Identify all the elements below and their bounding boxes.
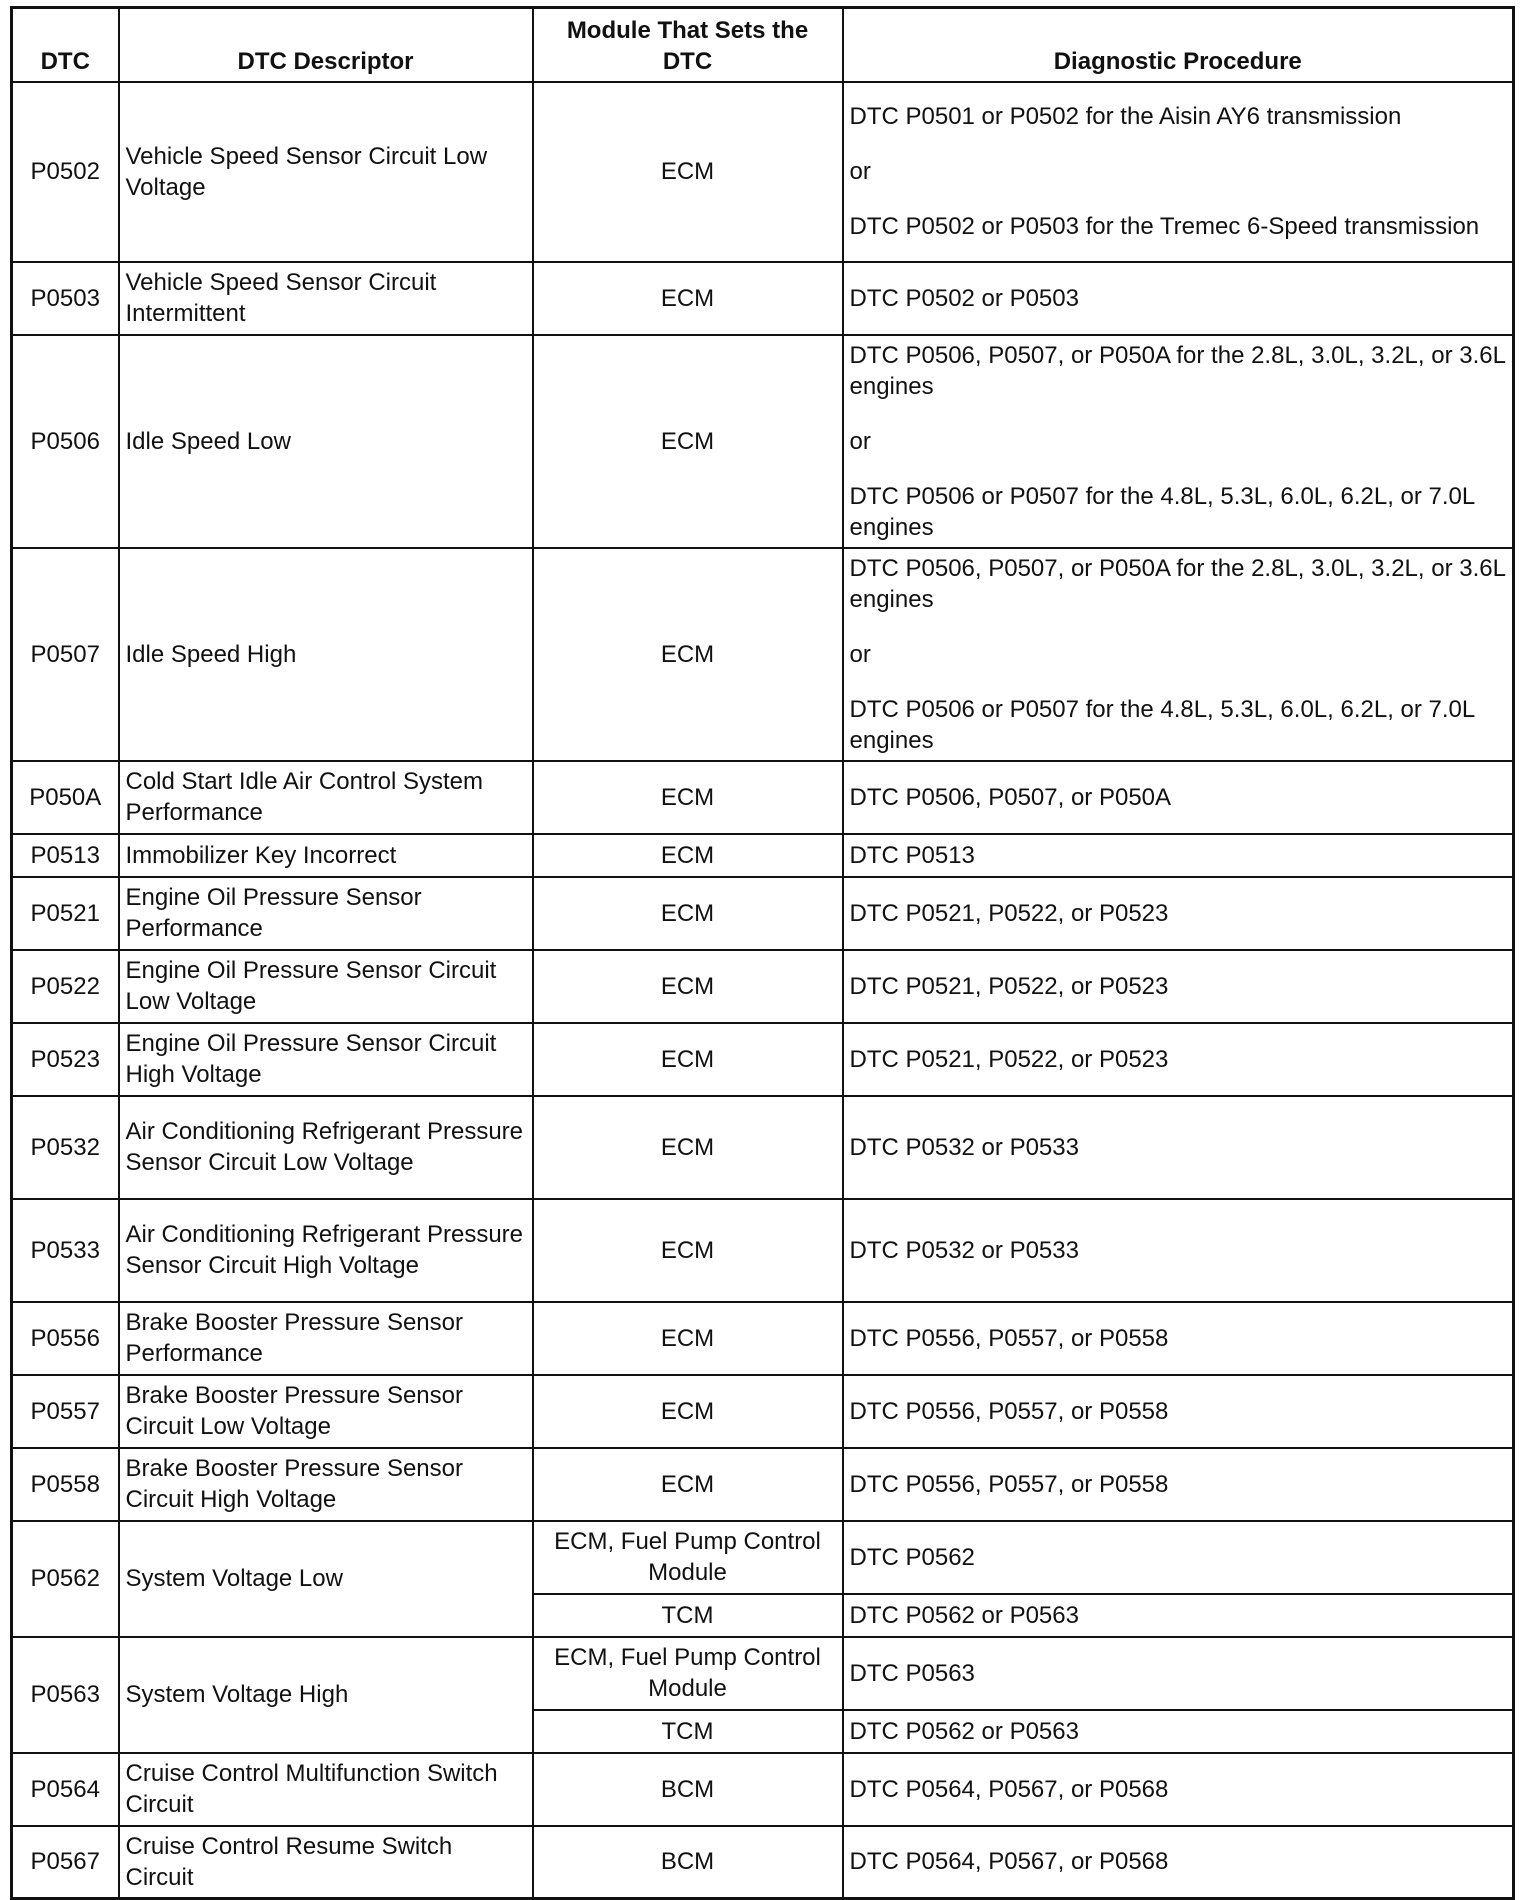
cell-descriptor: Vehicle Speed Sensor Circuit Intermittent	[119, 262, 533, 335]
procedure-spacer	[850, 187, 1507, 211]
procedure-line: DTC P0521, P0522, or P0523	[849, 972, 1169, 1000]
header-descriptor: DTC Descriptor	[119, 8, 533, 82]
table-header-row	[12, 8, 1514, 82]
header-dtc: DTC	[12, 8, 119, 82]
cell-descriptor: Idle Speed Low	[119, 335, 533, 548]
table-row	[12, 877, 1514, 950]
table-row	[12, 82, 1514, 262]
cell-procedure	[843, 82, 1514, 262]
cell-dtc: P050A	[12, 761, 119, 834]
cell-descriptor: Idle Speed High	[119, 548, 533, 761]
cell-procedure	[843, 1594, 1514, 1637]
table-row	[12, 1096, 1514, 1199]
cell-descriptor: Cold Start Idle Air Control System Performance	[119, 761, 533, 834]
table-row	[12, 761, 1514, 834]
cell-dtc: P0563	[12, 1637, 119, 1753]
cell-descriptor: Engine Oil Pressure Sensor Circuit High Voltage	[119, 1023, 533, 1096]
cell-dtc: P0506	[12, 335, 119, 548]
cell-procedure	[843, 1753, 1514, 1826]
cell-module: ECM, Fuel Pump Control Module	[533, 1637, 843, 1710]
table-row	[12, 1375, 1514, 1448]
cell-dtc: P0513	[12, 834, 119, 877]
cell-module: ECM	[533, 761, 843, 834]
procedure-line: or	[849, 427, 871, 455]
cell-procedure	[843, 877, 1514, 950]
cell-dtc: P0533	[12, 1199, 119, 1302]
cell-descriptor: Immobilizer Key Incorrect	[119, 834, 533, 877]
cell-dtc: P0564	[12, 1753, 119, 1826]
procedure-line: or	[849, 158, 871, 185]
table-row	[12, 548, 1514, 761]
cell-module: ECM	[533, 877, 843, 950]
cell-module: ECM	[533, 1302, 843, 1375]
cell-procedure	[843, 834, 1514, 877]
table-row	[12, 1753, 1514, 1826]
cell-descriptor: Brake Booster Pressure Sensor Circuit High Voltage	[119, 1448, 533, 1521]
cell-descriptor: System Voltage High	[119, 1637, 533, 1753]
cell-dtc: P0562	[12, 1521, 119, 1637]
cell-module: TCM	[533, 1594, 843, 1637]
table-row	[12, 950, 1514, 1023]
cell-dtc: P0521	[12, 877, 119, 950]
cell-dtc: P0556	[12, 1302, 119, 1375]
procedure-line: DTC P0506, P0507, or P050A for the 2.8L, 3.0L, 3.2L, or 3.6L engines	[849, 341, 1506, 400]
cell-module: ECM	[533, 548, 843, 761]
procedure-line: DTC P0506 or P0507 for the 4.8L, 5.3L, 6.0L, 6.2L, or 7.0L engines	[849, 695, 1475, 754]
procedure-line: DTC P0556, P0557, or P0558	[849, 1397, 1169, 1425]
cell-module: BCM	[533, 1753, 843, 1826]
cell-module: ECM	[533, 262, 843, 335]
procedure-line: DTC P0556, P0557, or P0558	[849, 1470, 1169, 1498]
procedure-line: DTC P0563	[849, 1659, 975, 1687]
procedure-line: DTC P0506, P0507, or P050A	[849, 783, 1172, 811]
procedure-spacer	[850, 615, 1507, 639]
cell-module: ECM, Fuel Pump Control Module	[533, 1521, 843, 1594]
cell-descriptor: Air Conditioning Refrigerant Pressure Sensor Circuit Low Voltage	[119, 1096, 533, 1199]
cell-procedure	[843, 1637, 1514, 1710]
table-row	[12, 834, 1514, 877]
cell-procedure	[843, 1710, 1514, 1753]
cell-dtc: P0507	[12, 548, 119, 761]
cell-dtc: P0503	[12, 262, 119, 335]
cell-module: ECM	[533, 82, 843, 262]
procedure-line: DTC P0562 or P0563	[849, 1601, 1079, 1629]
cell-module: ECM	[533, 1096, 843, 1199]
dtc-table	[10, 6, 1515, 1900]
cell-descriptor: Cruise Control Resume Switch Circuit	[119, 1826, 533, 1899]
header-procedure: Diagnostic Procedure	[843, 8, 1514, 82]
cell-module: ECM	[533, 335, 843, 548]
cell-dtc: P0567	[12, 1826, 119, 1899]
cell-module: ECM	[533, 1375, 843, 1448]
table-row	[12, 1637, 1514, 1710]
cell-descriptor: Brake Booster Pressure Sensor Performance	[119, 1302, 533, 1375]
cell-module: BCM	[533, 1826, 843, 1899]
cell-module: ECM	[533, 1448, 843, 1521]
cell-procedure	[843, 1375, 1514, 1448]
cell-procedure	[843, 335, 1514, 548]
procedure-line: or	[849, 640, 871, 668]
procedure-line: DTC P0513	[849, 841, 975, 869]
cell-procedure	[843, 1826, 1514, 1899]
procedure-line: DTC P0562	[849, 1543, 975, 1571]
table-row	[12, 262, 1514, 335]
table-row	[12, 1826, 1514, 1899]
cell-procedure	[843, 1199, 1514, 1302]
table-row	[12, 1199, 1514, 1302]
header-module: Module That Sets the DTC	[533, 8, 843, 82]
table-row	[12, 1521, 1514, 1594]
cell-descriptor: Cruise Control Multifunction Switch Circuit	[119, 1753, 533, 1826]
cell-descriptor: Engine Oil Pressure Sensor Circuit Low Voltage	[119, 950, 533, 1023]
cell-procedure	[843, 1023, 1514, 1096]
procedure-spacer	[850, 670, 1507, 694]
procedure-line: DTC P0501 or P0502 for the Aisin AY6 transmission	[849, 103, 1402, 130]
cell-dtc: P0557	[12, 1375, 119, 1448]
procedure-line: DTC P0564, P0567, or P0568	[849, 1848, 1169, 1876]
cell-module: ECM	[533, 1023, 843, 1096]
cell-dtc: P0502	[12, 82, 119, 262]
cell-dtc: P0558	[12, 1448, 119, 1521]
cell-descriptor: Engine Oil Pressure Sensor Performance	[119, 877, 533, 950]
procedure-line: DTC P0532 or P0533	[849, 1133, 1079, 1161]
cell-dtc: P0522	[12, 950, 119, 1023]
table-row	[12, 1302, 1514, 1375]
procedure-spacer	[850, 402, 1507, 426]
table-body	[12, 82, 1514, 1899]
table-row	[12, 1023, 1514, 1096]
procedure-line: DTC P0521, P0522, or P0523	[849, 1045, 1169, 1073]
cell-procedure	[843, 262, 1514, 335]
cell-descriptor: Air Conditioning Refrigerant Pressure Sensor Circuit High Voltage	[119, 1199, 533, 1302]
procedure-spacer	[850, 132, 1507, 156]
procedure-line: DTC P0506 or P0507 for the 4.8L, 5.3L, 6.0L, 6.2L, or 7.0L engines	[849, 482, 1475, 541]
cell-descriptor: System Voltage Low	[119, 1521, 533, 1637]
cell-procedure	[843, 1448, 1514, 1521]
procedure-spacer	[850, 457, 1507, 481]
cell-descriptor: Brake Booster Pressure Sensor Circuit Low Voltage	[119, 1375, 533, 1448]
table-row	[12, 335, 1514, 548]
cell-module: ECM	[533, 950, 843, 1023]
table-row	[12, 1448, 1514, 1521]
cell-procedure	[843, 950, 1514, 1023]
cell-procedure	[843, 1302, 1514, 1375]
cell-procedure	[843, 761, 1514, 834]
cell-descriptor: Vehicle Speed Sensor Circuit Low Voltage	[119, 82, 533, 262]
cell-module: TCM	[533, 1710, 843, 1753]
cell-dtc: P0523	[12, 1023, 119, 1096]
procedure-line: DTC P0564, P0567, or P0568	[849, 1775, 1169, 1803]
procedure-line: DTC P0502 or P0503 for the Tremec 6-Speed transmission	[849, 213, 1480, 240]
procedure-line: DTC P0506, P0507, or P050A for the 2.8L, 3.0L, 3.2L, or 3.6L engines	[849, 554, 1506, 613]
cell-module: ECM	[533, 1199, 843, 1302]
procedure-line: DTC P0502 or P0503	[849, 284, 1079, 312]
procedure-line: DTC P0532 or P0533	[849, 1236, 1079, 1264]
procedure-line: DTC P0521, P0522, or P0523	[849, 899, 1169, 927]
cell-module: ECM	[533, 834, 843, 877]
cell-procedure	[843, 1521, 1514, 1594]
cell-dtc: P0532	[12, 1096, 119, 1199]
cell-procedure	[843, 548, 1514, 761]
cell-procedure	[843, 1096, 1514, 1199]
procedure-line: DTC P0562 or P0563	[849, 1717, 1079, 1745]
procedure-line: DTC P0556, P0557, or P0558	[849, 1324, 1169, 1352]
